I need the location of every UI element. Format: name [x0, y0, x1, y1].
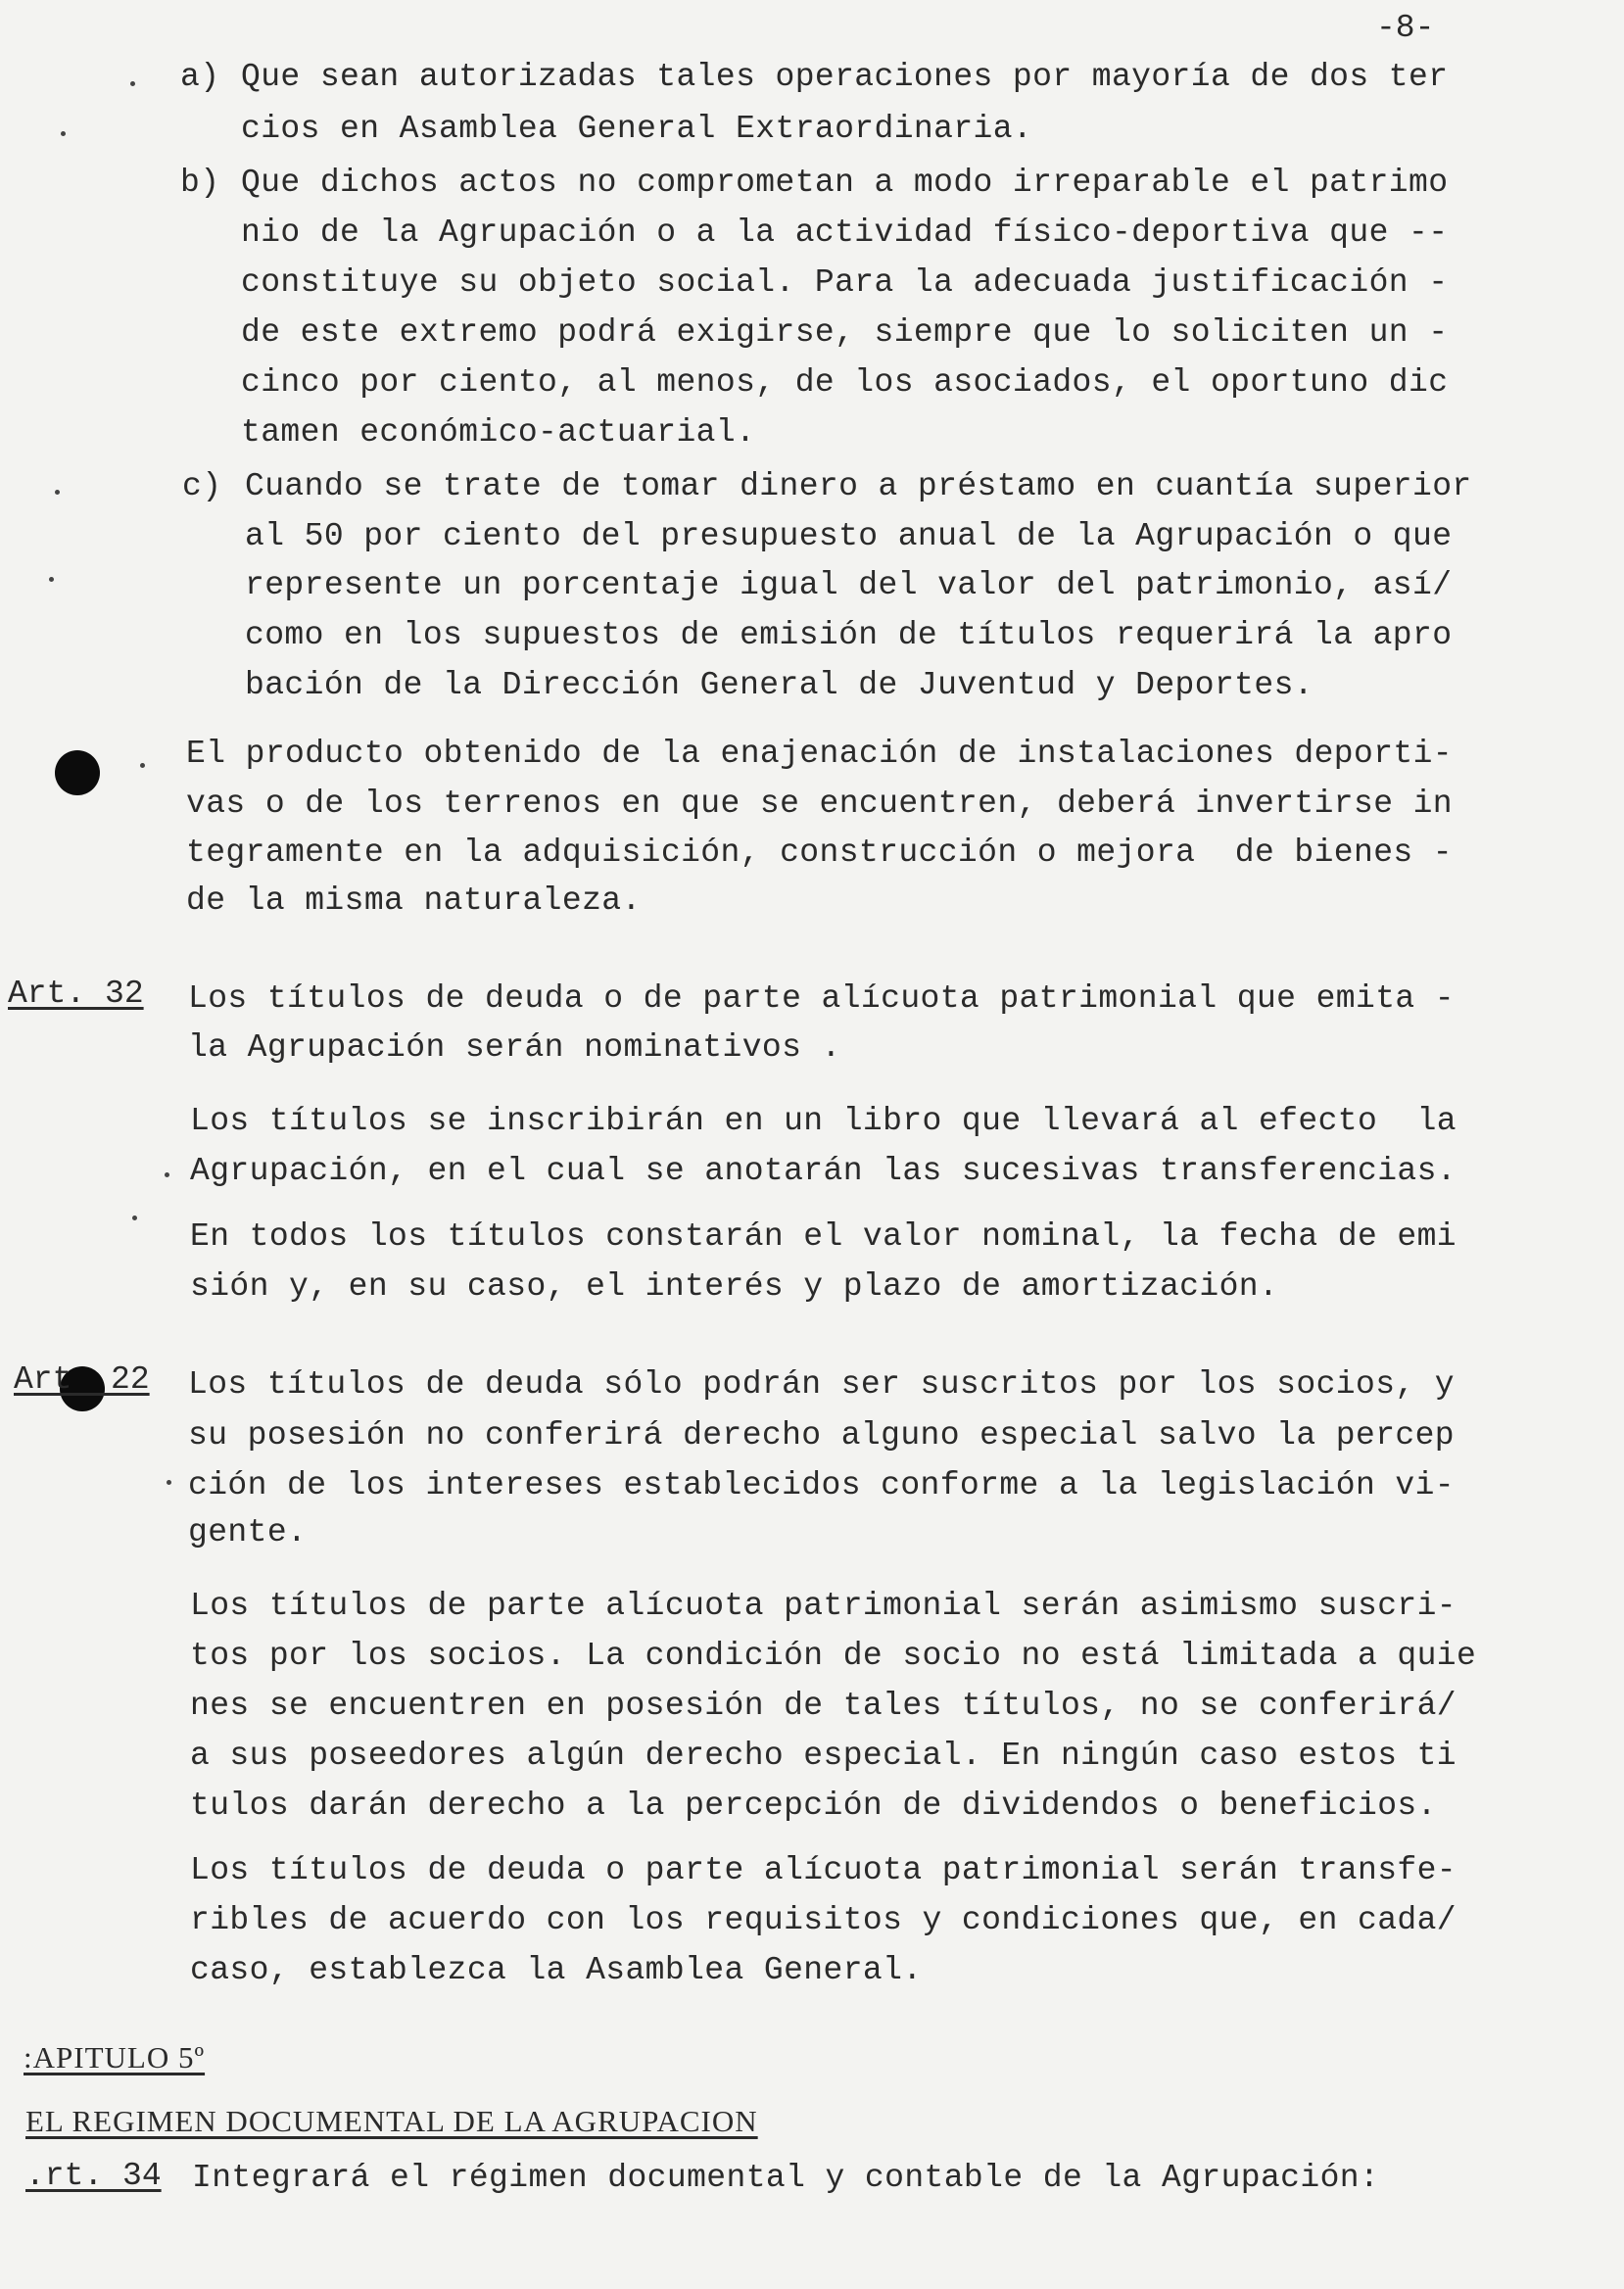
- article-34-label: .rt. 34: [25, 2158, 162, 2194]
- list-b-line: cinco por ciento, al menos, de los asociados, el oportuno dic: [241, 364, 1449, 401]
- list-c-line: Cuando se trate de tomar dinero a préstamo en cuantía superior: [245, 468, 1472, 504]
- list-b-line: tamen económico-actuarial.: [241, 414, 756, 451]
- list-a-line: Que sean autorizadas tales operaciones por mayoría de dos ter: [241, 59, 1449, 95]
- article-line: Integrará el régimen documental y contable de la Agrupación:: [192, 2160, 1380, 2196]
- list-marker-a: a): [180, 59, 220, 95]
- article-line: Agrupación, en el cual se anotarán las sucesivas transferencias.: [190, 1153, 1457, 1189]
- punch-hole-top: [55, 750, 100, 795]
- list-b-line: Que dichos actos no comprometan a modo irreparable el patrimo: [241, 165, 1449, 201]
- speck: [55, 490, 60, 495]
- article-line: En todos los títulos constarán el valor nominal, la fecha de emi: [190, 1218, 1457, 1255]
- speck: [167, 1480, 171, 1485]
- article-line: su posesión no conferirá derecho alguno especial salvo la percep: [188, 1417, 1456, 1454]
- paragraph-line: tegramente en la adquisición, construcción o mejora de bienes -: [186, 835, 1454, 871]
- paragraph-line: de la misma naturaleza.: [186, 882, 642, 919]
- article-line: Los títulos de parte alícuota patrimonial serán asimismo suscri-: [190, 1588, 1457, 1624]
- list-c-line: como en los supuestos de emisión de títulos requerirá la apro: [245, 617, 1453, 653]
- speck: [49, 577, 54, 582]
- article-line: tulos darán derecho a la percepción de dividendos o beneficios.: [190, 1788, 1437, 1824]
- paragraph-line: El producto obtenido de la enajenación de instalaciones deporti-: [186, 736, 1454, 772]
- list-c-line: represente un porcentaje igual del valor del patrimonio, así/: [245, 567, 1453, 603]
- article-line: ción de los intereses establecidos conforme a la legislación vi-: [188, 1467, 1456, 1503]
- speck: [61, 131, 66, 136]
- list-marker-c: c): [182, 468, 222, 504]
- chapter-title: :APITULO 5º: [24, 2040, 206, 2074]
- article-line: ribles de acuerdo con los requisitos y condiciones que, en cada/: [190, 1902, 1457, 1938]
- list-b-line: de este extremo podrá exigirse, siempre que lo soliciten un -: [241, 314, 1449, 351]
- list-a-line: cios en Asamblea General Extraordinaria.: [241, 111, 1033, 147]
- list-b-line: nio de la Agrupación o a la actividad físico-deportiva que --: [241, 215, 1449, 251]
- page-number: -8-: [1376, 10, 1435, 46]
- list-b-line: constituye su objeto social. Para la adecuada justificación -: [241, 264, 1449, 301]
- article-line: Los títulos se inscribirán en un libro que llevará al efecto la: [190, 1103, 1457, 1139]
- speck: [130, 81, 135, 86]
- article-33-label: Art 22: [14, 1361, 150, 1398]
- article-line: tos por los socios. La condición de socio no está limitada a quie: [190, 1638, 1477, 1674]
- list-c-line: bación de la Dirección General de Juventud y Deportes.: [245, 667, 1314, 703]
- article-line: nes se encuentren en posesión de tales títulos, no se conferirá/: [190, 1688, 1457, 1724]
- list-c-line: al 50 por ciento del presupuesto anual de la Agrupación o que: [245, 518, 1453, 554]
- list-marker-b: b): [180, 165, 220, 201]
- speck: [165, 1172, 169, 1177]
- speck: [140, 763, 145, 768]
- article-line: la Agrupación serán nominativos .: [188, 1029, 841, 1066]
- paragraph-line: vas o de los terrenos en que se encuentren, deberá invertirse in: [186, 786, 1454, 822]
- article-line: a sus poseedores algún derecho especial. En ningún caso estos ti: [190, 1738, 1457, 1774]
- article-line: gente.: [188, 1514, 308, 1550]
- speck: [132, 1216, 137, 1220]
- article-line: Los títulos de deuda sólo podrán ser suscritos por los socios, y: [188, 1366, 1456, 1403]
- article-line: Los títulos de deuda o parte alícuota patrimonial serán transfe-: [190, 1852, 1457, 1888]
- article-line: sión y, en su caso, el interés y plazo de amortización.: [190, 1268, 1279, 1305]
- article-line: Los títulos de deuda o de parte alícuota patrimonial que emita -: [188, 980, 1456, 1017]
- article-32-label: Art. 32: [8, 976, 144, 1012]
- chapter-subtitle: EL REGIMEN DOCUMENTAL DE LA AGRUPACION: [25, 2104, 758, 2138]
- article-line: caso, establezca la Asamblea General.: [190, 1952, 923, 1988]
